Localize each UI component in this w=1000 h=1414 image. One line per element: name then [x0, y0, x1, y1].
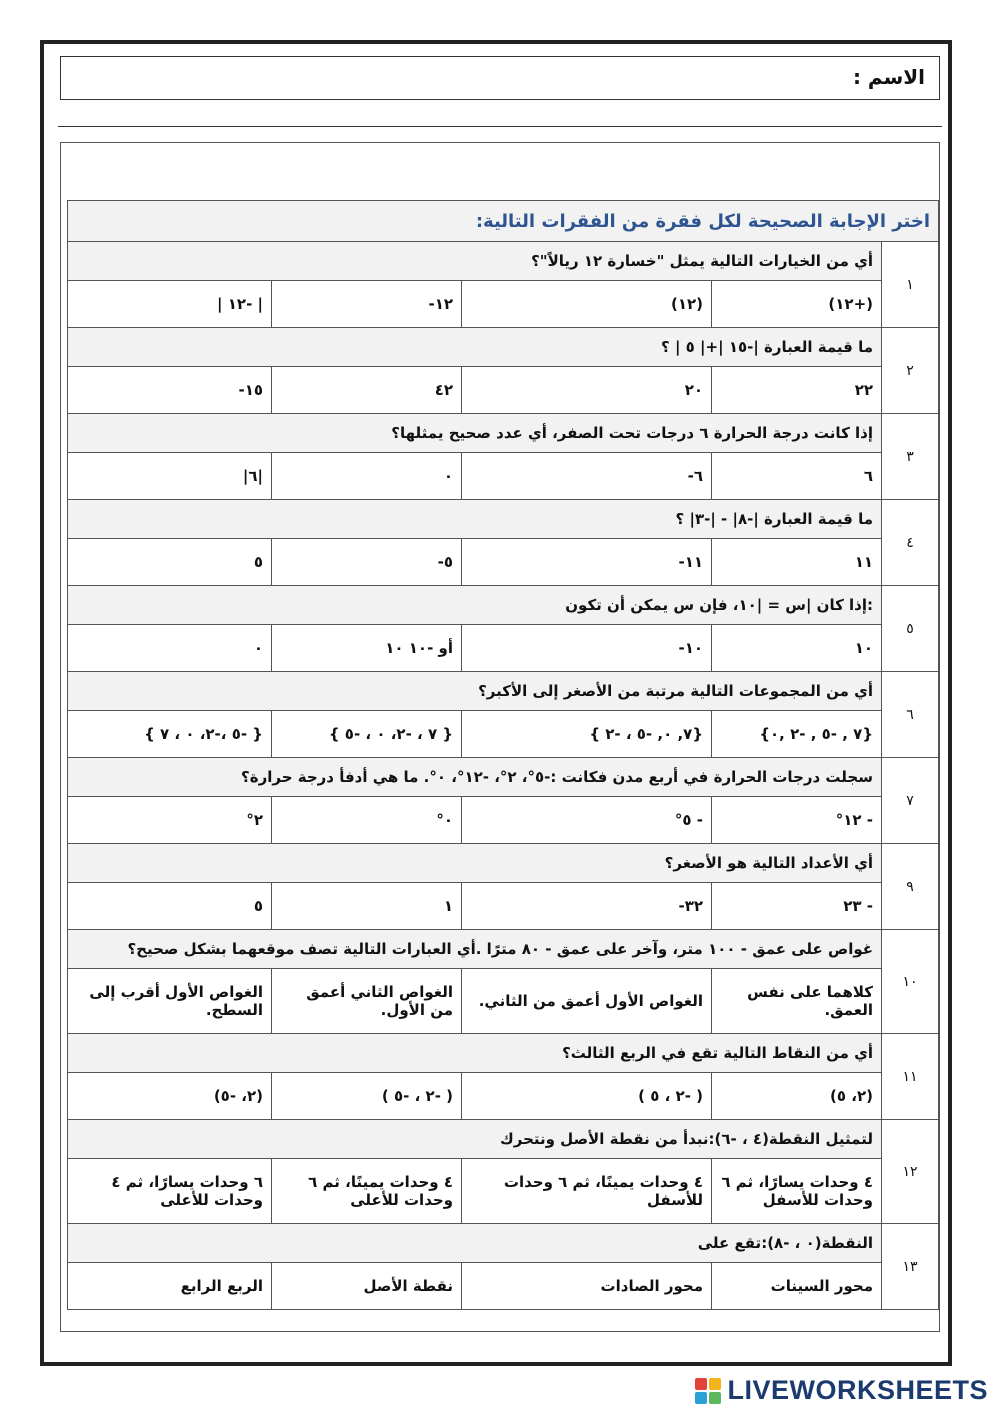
answer-option-1[interactable]: ٤ وحدات يسارًا، ثم ٦ وحدات للأسفل — [712, 1159, 882, 1224]
answer-option-4[interactable]: ٥ — [68, 539, 272, 586]
question-row — [68, 328, 939, 367]
options-row — [68, 539, 939, 586]
question-text: ما قيمة العبارة |-٨| - |-٣| ؟ — [68, 500, 882, 539]
answer-option-3[interactable]: الغواص الثاني أعمق من الأول. — [272, 969, 462, 1034]
answer-option-4[interactable]: ٦ وحدات يسارًا، ثم ٤ وحدات للأعلى — [68, 1159, 272, 1224]
answer-option-2[interactable]: ٤ وحدات يمينًا، ثم ٦ وحدات للأسفل — [462, 1159, 712, 1224]
options-row — [68, 711, 939, 758]
answer-option-2[interactable]: ٢٠ — [462, 367, 712, 414]
answer-option-1[interactable]: - ٢٣ — [712, 883, 882, 930]
question-text: أي الأعداد التالية هو الأصغر؟ — [68, 844, 882, 883]
answer-option-2[interactable]: (١٢) — [462, 281, 712, 328]
name-field-box — [60, 56, 940, 100]
answer-option-2[interactable]: ١٠- — [462, 625, 712, 672]
question-number: ١٠ — [882, 930, 939, 1034]
answer-option-4[interactable]: |٦| — [68, 453, 272, 500]
answer-option-3[interactable]: ٥- — [272, 539, 462, 586]
answer-option-4[interactable]: الربع الرابع — [68, 1263, 272, 1310]
question-row — [68, 758, 939, 797]
question-text: النقطة(٠ ، -٨):تقع على — [68, 1224, 882, 1263]
options-row — [68, 883, 939, 930]
answer-option-2[interactable]: {٧, ٠, -٥ ، -٢ } — [462, 711, 712, 758]
question-row — [68, 672, 939, 711]
logo-square-red — [695, 1378, 707, 1390]
answer-option-3[interactable]: ٤٢ — [272, 367, 462, 414]
answer-option-1[interactable]: (+١٢) — [712, 281, 882, 328]
options-row — [68, 1073, 939, 1120]
question-number: ٧ — [882, 758, 939, 844]
options-row — [68, 969, 939, 1034]
question-text: أي من النقاط التالية تقع في الربع الثالث؟ — [68, 1034, 882, 1073]
quiz-table — [67, 200, 939, 1310]
answer-option-3[interactable]: ( -٢ ، -٥ ) — [272, 1073, 462, 1120]
options-row — [68, 367, 939, 414]
question-row — [68, 1224, 939, 1263]
answer-option-2[interactable]: ١١- — [462, 539, 712, 586]
question-text: إذا كانت درجة الحرارة ٦ درجات تحت الصفر، أي عدد صحيح يمثلها؟ — [68, 414, 882, 453]
question-row — [68, 844, 939, 883]
question-text: أي من المجموعات التالية مرتبة من الأصغر إلى الأكبر؟ — [68, 672, 882, 711]
question-number: ٦ — [882, 672, 939, 758]
answer-option-3[interactable]: نقطة الأصل — [272, 1263, 462, 1310]
question-row — [68, 1034, 939, 1073]
answer-option-1[interactable]: {٧ , -٥ , -٢ ,٠} — [712, 711, 882, 758]
answer-option-4[interactable]: ٠ — [68, 625, 272, 672]
answer-option-1[interactable]: محور السينات — [712, 1263, 882, 1310]
answer-option-2[interactable]: - ٥° — [462, 797, 712, 844]
answer-option-1[interactable]: ١١ — [712, 539, 882, 586]
answer-option-2[interactable]: ٣٢- — [462, 883, 712, 930]
answer-option-4[interactable]: ١٥- — [68, 367, 272, 414]
question-row — [68, 500, 939, 539]
question-row — [68, 586, 939, 625]
answer-option-1[interactable]: - ١٢° — [712, 797, 882, 844]
answer-option-3[interactable]: ١٢- — [272, 281, 462, 328]
instruction-row — [68, 201, 939, 242]
answer-option-4[interactable]: { -٥ ،-٢، ٠ ، ٧ } — [68, 711, 272, 758]
answer-option-4[interactable]: | -١٢ | — [68, 281, 272, 328]
answer-option-1[interactable]: ٦ — [712, 453, 882, 500]
options-row — [68, 1263, 939, 1310]
logo-square-green — [709, 1392, 721, 1404]
answer-option-4[interactable]: الغواص الأول أقرب إلى السطح. — [68, 969, 272, 1034]
answer-option-4[interactable]: (٢، -٥) — [68, 1073, 272, 1120]
question-text: ما قيمة العبارة |-١٥ |+| ٥ | ؟ — [68, 328, 882, 367]
question-number: ٩ — [882, 844, 939, 930]
question-text: سجلت درجات الحرارة في أربع مدن فكانت :-٥°، ٢°، -١٢°، ٠°. ما هي أدفأ درجة حرارة؟ — [68, 758, 882, 797]
question-text: غواص على عمق - ١٠٠ متر، وآخر على عمق - ٨٠ مترًا .أي العبارات التالية تصف موقعهما بشكل صحيح؟ — [68, 930, 882, 969]
name-label: الاسم : — [852, 65, 925, 89]
answer-option-3[interactable]: { ٧ ، -٢، ٠ ، -٥ } — [272, 711, 462, 758]
answer-option-1[interactable]: كلاهما على نفس العمق. — [712, 969, 882, 1034]
question-number: ٢ — [882, 328, 939, 414]
answer-option-3[interactable]: ٠° — [272, 797, 462, 844]
question-number: ١٣ — [882, 1224, 939, 1310]
answer-option-4[interactable]: ٥ — [68, 883, 272, 930]
footer-brand — [695, 1375, 988, 1406]
name-underline — [58, 126, 942, 127]
question-number: ٤ — [882, 500, 939, 586]
answer-option-3[interactable]: ٤ وحدات يمينًا، ثم ٦ وحدات للأعلى — [272, 1159, 462, 1224]
logo-square-blue — [695, 1392, 707, 1404]
question-text: لتمثيل النقطة(٤ ، -٦):نبدأ من نقطة الأصل ونتحرك — [68, 1120, 882, 1159]
answer-option-2[interactable]: ٦- — [462, 453, 712, 500]
answer-option-4[interactable]: ٢° — [68, 797, 272, 844]
instruction-text: اختر الإجابة الصحيحة لكل فقرة من الفقرات التالية: — [68, 201, 939, 242]
question-number: ٣ — [882, 414, 939, 500]
question-row — [68, 1120, 939, 1159]
answer-option-2[interactable]: الغواص الأول أعمق من الثاني. — [462, 969, 712, 1034]
brand-name: LIVEWORKSHEETS — [727, 1375, 988, 1405]
answer-option-3[interactable]: ١ — [272, 883, 462, 930]
answer-option-1[interactable]: ١٠ — [712, 625, 882, 672]
options-row — [68, 1159, 939, 1224]
answer-option-2[interactable]: محور الصادات — [462, 1263, 712, 1310]
answer-option-3[interactable]: ٠ — [272, 453, 462, 500]
question-row — [68, 414, 939, 453]
question-number: ١١ — [882, 1034, 939, 1120]
options-row — [68, 625, 939, 672]
question-number: ١٢ — [882, 1120, 939, 1224]
options-row — [68, 797, 939, 844]
question-row — [68, 930, 939, 969]
question-row — [68, 242, 939, 281]
question-text: أي من الخيارات التالية يمثل "خسارة ١٢ ريالاً"؟ — [68, 242, 882, 281]
question-number: ١ — [882, 242, 939, 328]
logo-square-yellow — [709, 1378, 721, 1390]
question-text: :إذا كان |س = |١٠، فإن س يمكن أن تكون — [68, 586, 882, 625]
options-row — [68, 453, 939, 500]
options-row — [68, 281, 939, 328]
answer-option-2[interactable]: ( -٢ ، ٥ ) — [462, 1073, 712, 1120]
liveworksheets-logo-icon — [695, 1378, 721, 1404]
question-number: ٥ — [882, 586, 939, 672]
answer-option-3[interactable]: أو -١٠ ١٠ — [272, 625, 462, 672]
answer-option-1[interactable]: (٢، ٥) — [712, 1073, 882, 1120]
answer-option-1[interactable]: ٢٢ — [712, 367, 882, 414]
